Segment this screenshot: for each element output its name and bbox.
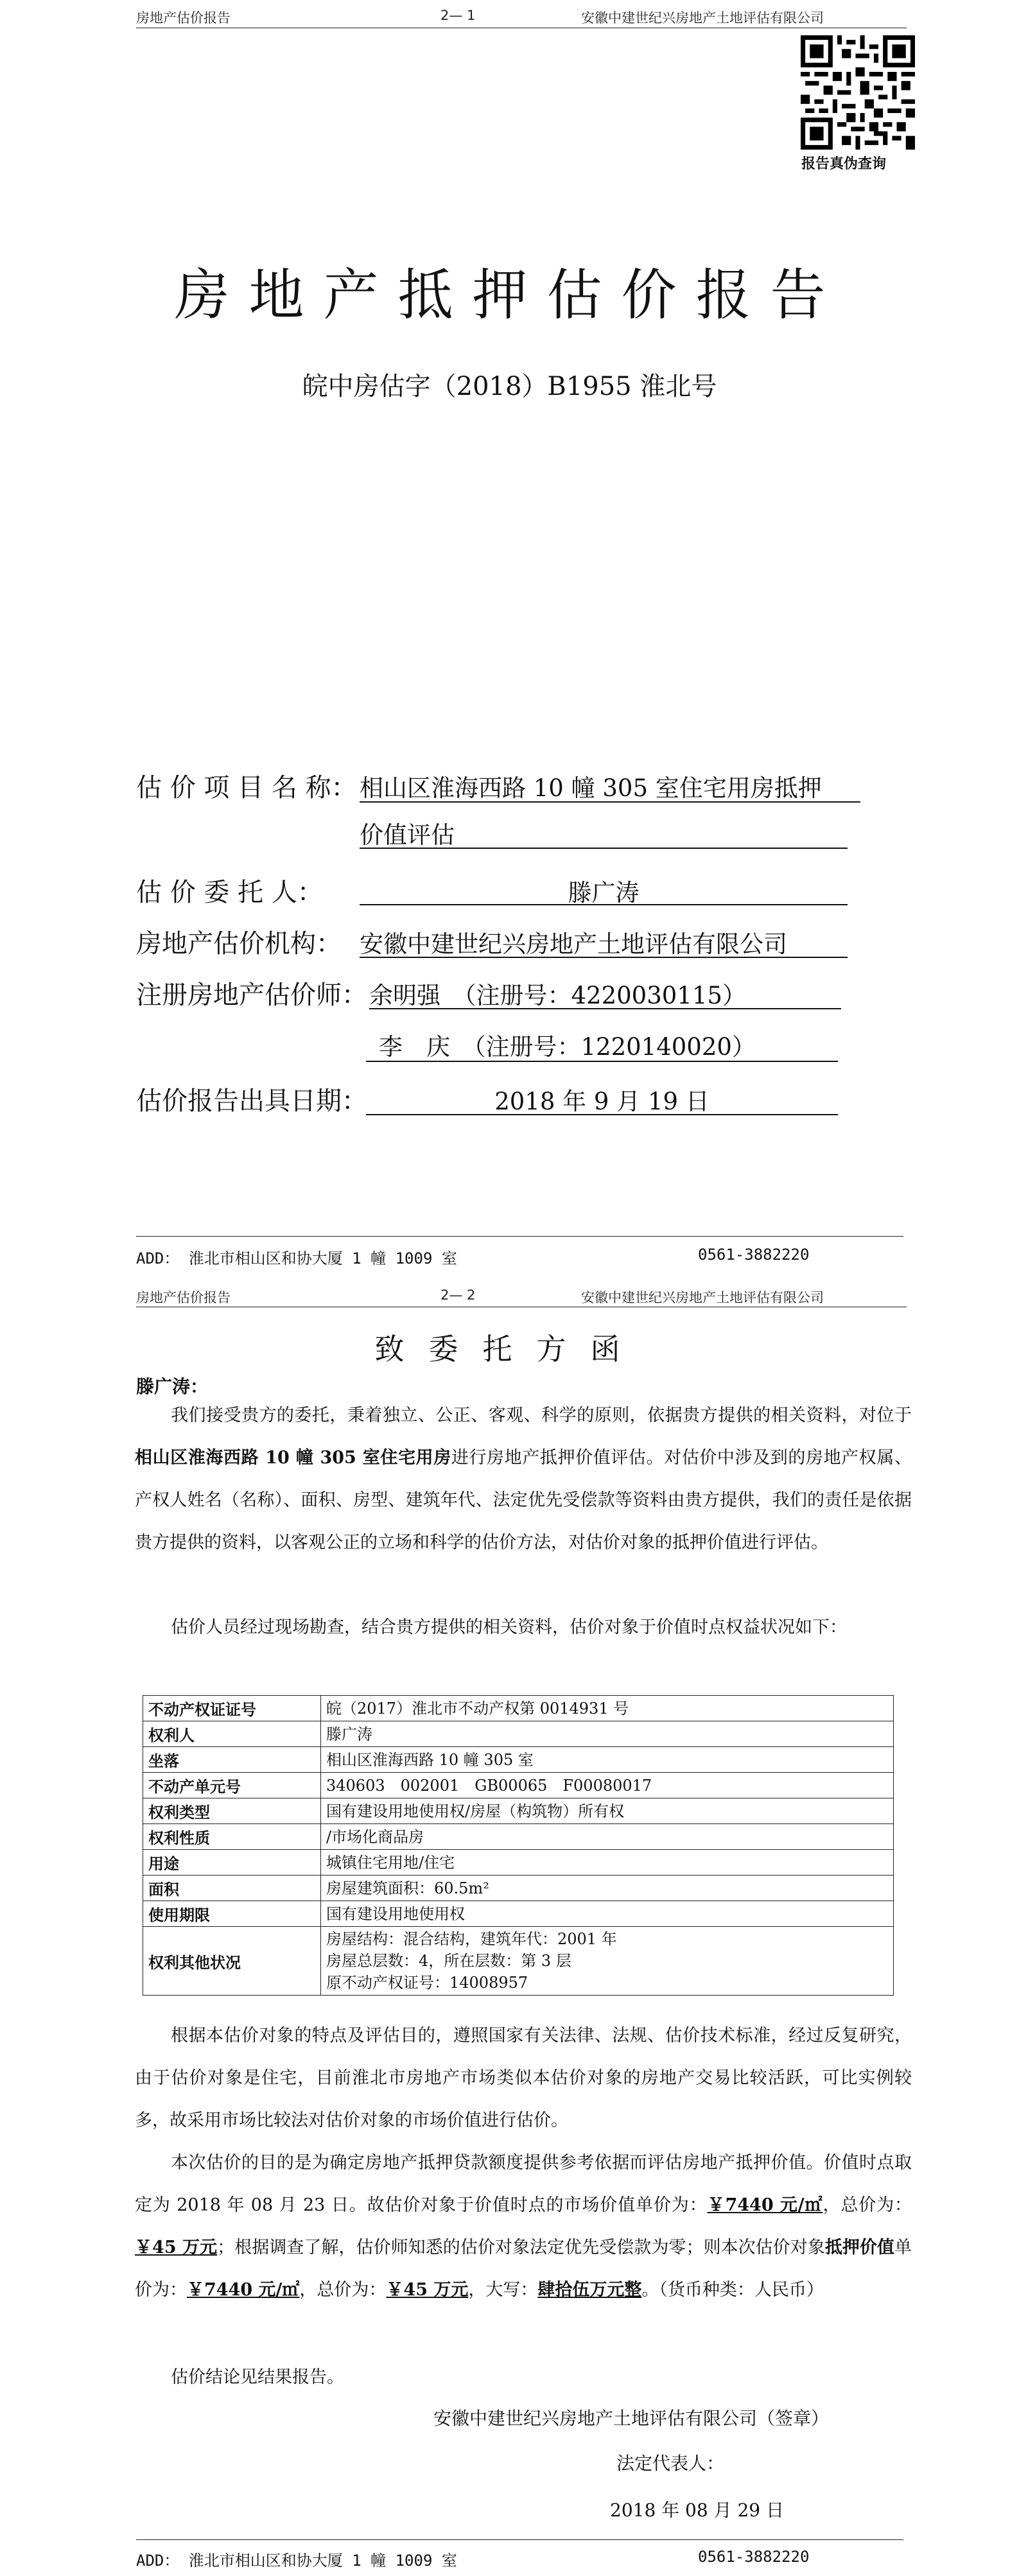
qr-caption: 报告真伪查询 [801,156,887,172]
letter-paragraph-5: 估价结论见结果报告。 [171,2367,344,2387]
project-name-underline-2 [360,848,848,849]
p4-amount-in-words: 肆拾伍万元整 [537,2280,642,2300]
p4-unit-price: ￥7440 元/㎡ [707,2195,823,2215]
letter-title: 致委托方函 [374,1332,645,1366]
project-name-value-2: 价值评估 [360,821,455,849]
table-key: 用途 [143,1850,321,1875]
table-row [143,1850,894,1875]
issue-date-value: 2018 年 9 月 19 日 [494,1088,710,1115]
p4-text-g: 单价为： [135,2238,912,2300]
table-row [143,1824,894,1850]
project-name-value: 相山区淮海西路 10 幢 305 室住宅用房抵押 [360,774,822,802]
qr-code[interactable] [801,35,915,150]
report-title: 房地产抵押估价报告 [174,263,845,327]
p4-text-e: ；根据调查了解，估价师知悉的估价对象法定优先受偿款为零；则本次估价对象 [217,2238,825,2258]
page1-header-left: 房地产估价报告 [136,10,231,26]
page2-header-page-number: 2— 2 [440,1287,476,1303]
table-value-line: 房屋结构：混合结构，建筑年代：2001 年 [326,1930,617,1948]
p4-mortgage-total-price: ￥45 万元 [386,2280,469,2300]
property-rights-table [143,1695,894,1996]
table-value: 国有建设用地使用权/房屋（构筑物）所有权 [321,1798,894,1824]
table-row [143,1798,894,1824]
table-value-line: 房屋总层数：4，所在层数：第 3 层 [326,1952,571,1970]
page2-footer-phone: 0561-3882220 [698,2548,810,2566]
page2-header-right: 安徽中建世纪兴房地产土地评估有限公司 [581,1290,824,1305]
issue-date-label: 估价报告出具日期： [136,1086,367,1116]
table-key: 使用期限 [143,1901,321,1927]
table-value: 340603 002001 GB00065 F00080017 [321,1773,894,1798]
table-key: 权利性质 [143,1824,321,1850]
p4-mortgage-value: 抵押价值 [824,2238,894,2258]
agency-underline [360,957,848,958]
p1-property-address: 相山区淮海西路 10 幢 305 室住宅用房 [135,1448,451,1468]
appraiser-2-underline [366,1061,838,1062]
table-key: 坐落 [143,1747,321,1773]
page1-footer-phone: 0561-3882220 [698,1246,810,1264]
table-key: 不动产单元号 [143,1773,321,1798]
agency-value: 安徽中建世纪兴房地产土地评估有限公司 [360,930,787,958]
table-key: 不动产权证证号 [143,1696,321,1721]
table-value: /市场化商品房 [321,1824,894,1850]
signature-company: 安徽中建世纪兴房地产土地评估有限公司（签章） [433,2408,830,2429]
project-name-label: 估 价 项 目 名 称： [136,773,357,803]
issue-date-underline [366,1114,838,1115]
letter-paragraph-4 [135,2142,912,2311]
table-key: 面积 [143,1875,321,1901]
table-row [143,1747,894,1773]
p4-total-price: ￥45 万元 [135,2238,218,2258]
table-key: 权利其他状况 [143,1927,321,1996]
page2-footer-address: ADD： 淮北市相山区和协大厦 1 幢 1009 室 [136,2552,457,2570]
p4-text-k: ，大写： [468,2280,538,2300]
p4-mortgage-unit-price: ￥7440 元/㎡ [187,2280,300,2300]
signature-legal-rep: 法定代表人： [616,2453,725,2474]
table-value: 城镇住宅用地/住宅 [321,1850,894,1875]
project-name-underline-1 [360,801,860,803]
table-value: 相山区淮海西路 10 幢 305 室 [321,1747,894,1773]
appraiser-2-value: 李 庆 （注册号：1220140020） [379,1033,756,1061]
appraiser-1-value: 余明强 （注册号：4220030115） [369,982,746,1009]
report-doc-number: 皖中房估字（2018）B1955 淮北号 [302,372,717,401]
p1-text-a: 我们接受贵方的委托，秉着独立、公正、客观、科学的原则，依据贵方提供的相关资料，对位于 [171,1405,912,1425]
page1-header-right: 安徽中建世纪兴房地产土地评估有限公司 [581,10,824,26]
client-label: 估 价 委 托 人： [136,878,323,907]
appraiser-label: 注册房地产估价师： [136,980,367,1010]
appraiser-1-underline [369,1008,841,1009]
table-row [143,1927,894,1996]
table-row [143,1901,894,1927]
letter-paragraph-1 [135,1395,912,1564]
p1-text-c: 进行房地产抵押价值评估。对估价中涉及到的房地产权属、产权人姓名（名称）、面积、房型、建筑年代、法定优先受偿款等资料由贵方提供，我们的责任是依据贵方提供的资料，以客观公正的立场和科学的估价方法，对估价对象的抵押价值进行评估。 [135,1448,912,1553]
table-value: 皖（2017）淮北市不动产权第 0014931 号 [321,1696,894,1721]
page1-footer-address: ADD： 淮北市相山区和协大厦 1 幢 1009 室 [136,1249,457,1267]
p4-text-i: ，总价为： [299,2280,387,2300]
p4-text-m: 。（货币种类：人民币） [641,2280,824,2300]
client-value: 滕广涛 [568,879,640,907]
page2-footer-rule [136,2539,903,2540]
table-key: 权利人 [143,1721,321,1747]
p4-text-c: ，总价为： [823,2195,912,2215]
letter-paragraph-3: 根据本估价对象的特点及评估目的，遵照国家有关法律、法规、估价技术标准，经过反复研究，由于估价对象是住宅，目前淮北市房地产市场类似本估价对象的房地产交易比较活跃，可比实例较多，故采用市场比较法对估价对象的市场价值进行估价。 [135,2026,912,2130]
table-row [143,1721,894,1747]
agency-label: 房地产估价机构： [136,929,342,959]
page1-header-page-number: 2— 1 [440,8,476,23]
letter-salutation: 滕广涛： [136,1376,209,1397]
page1-footer-rule [136,1236,903,1237]
table-row [143,1773,894,1798]
table-value: 房屋建筑面积：60.5m² [321,1875,894,1901]
p4-text-a: 本次估价的目的是为确定房地产抵押贷款额度提供参考依据而评估房地产抵押价值。价值时点取定为 2018 年 08 月 23 日。故估价对象于价值时点的市场价值单价为： [135,2153,912,2215]
table-key: 权利类型 [143,1798,321,1824]
table-row [143,1875,894,1901]
table-row [143,1696,894,1721]
table-value [321,1927,894,1996]
table-value: 滕广涛 [321,1721,894,1747]
letter-paragraph-2: 估价人员经过现场勘查，结合贵方提供的相关资料，估价对象于价值时点权益状况如下： [171,1617,847,1637]
table-value: 国有建设用地使用权 [321,1901,894,1927]
page2-header-left: 房地产估价报告 [136,1290,231,1305]
table-value-line: 原不动产权证号：14008957 [326,1974,528,1992]
client-underline [360,904,848,905]
signature-date: 2018 年 08 月 29 日 [610,2500,785,2521]
